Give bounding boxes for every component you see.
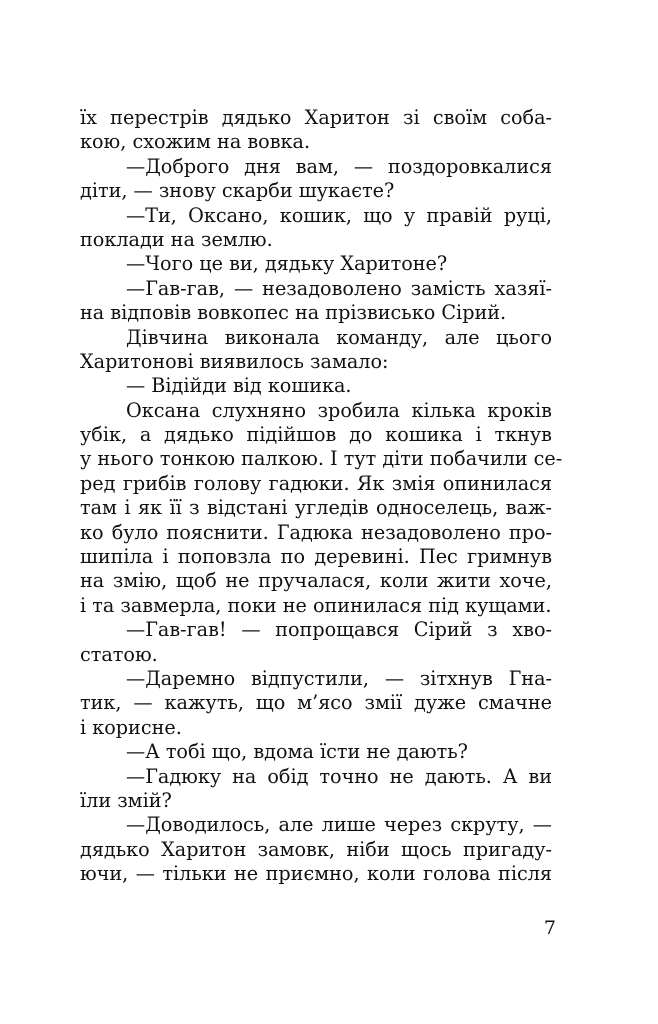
text-line: —Гав-гав! — попрощався Сірий з хво- [126, 618, 552, 642]
text-line: убік, а дядько підійшов до кошика і ткнув [80, 423, 552, 447]
text-line: ред грибів голову гадюки. Як змія опинилася [80, 471, 552, 495]
text-line: Харитонові виявилось замало: [80, 349, 389, 373]
text-line: поклади на землю. [80, 227, 273, 251]
page-number: 7 [543, 917, 556, 939]
text-line: у нього тонкою палкою. І тут діти побачили се- [80, 447, 563, 471]
text-line: кою, схожим на вовка. [80, 130, 311, 154]
text-line: дядько Харитон замовк, ніби щось пригаду- [80, 837, 552, 861]
text-line: —Доброго дня вам, — поздоровкалися [126, 154, 552, 178]
text-line: їли змій? [80, 788, 172, 812]
text-line: і та завмерла, поки не опинилася під кущами. [80, 593, 552, 617]
text-line: тик, — кажуть, що м’ясо змії дуже смачне [80, 691, 552, 715]
text-line: діти, — знову скарби шукаєте? [80, 179, 395, 203]
text-line: —Гав-гав, — незадоволено замість хазяї- [126, 276, 552, 300]
text-line: Дівчина виконала команду, але цього [126, 325, 552, 349]
text-line: їх перестрів дядько Харитон зі своїм соба- [80, 106, 552, 129]
text-line: ко було пояснити. Гадюка незадоволено про- [80, 520, 552, 544]
text-line: —Чого це ви, дядьку Харитоне? [126, 252, 448, 276]
text-line: ючи, — тільки не приємно, коли голова після [80, 862, 552, 886]
text-line: статою. [80, 642, 158, 666]
text-line: —А тобі що, вдома їсти не дають? [126, 740, 468, 764]
text-line: і корисне. [80, 715, 182, 739]
text-line: на змію, щоб не пручалася, коли жити хоче, [80, 569, 552, 593]
text-line: там і як її з відстані угледів односелець, важ- [80, 496, 552, 520]
text-line: —Гадюку на обід точно не дають. А ви [126, 764, 552, 788]
text-line: —Даремно відпустили, — зітхнув Гна- [126, 666, 552, 690]
text-line: Оксана слухняно зробила кілька кроків [126, 398, 552, 422]
body-text [80, 106, 563, 887]
text-line: —Доводилось, але лише через скруту, — [126, 813, 552, 837]
text-line: — Відійди від кошика. [126, 374, 352, 398]
text-line: —Ти, Оксано, кошик, що у правій руці, [126, 203, 552, 227]
text-line: на відповів вовкопес на прізвисько Сірий. [80, 301, 507, 325]
text-line: шипіла і поповзла по деревині. Пес гримнув [80, 545, 552, 569]
